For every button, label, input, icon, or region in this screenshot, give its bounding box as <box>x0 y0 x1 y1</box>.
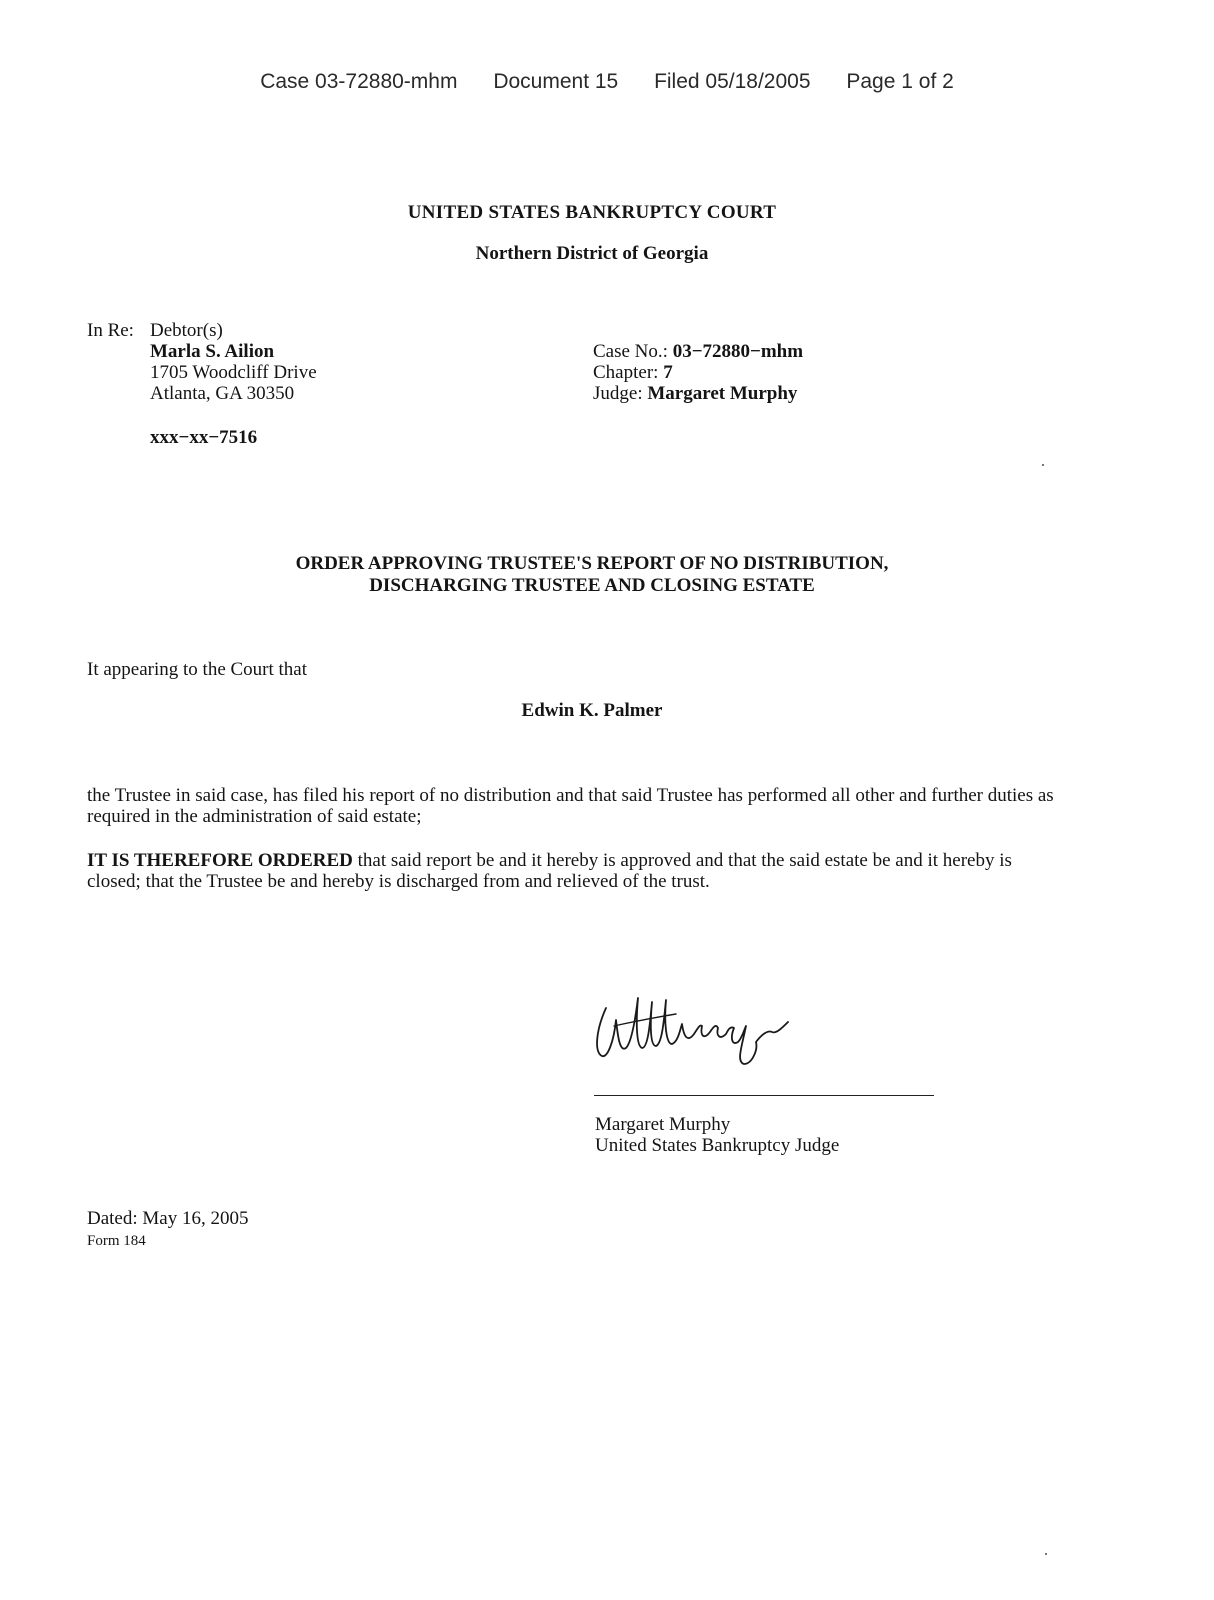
header-case: Case 03-72880-mhm <box>260 70 458 93</box>
dated-line <box>87 1208 248 1229</box>
order-paragraph-1: the Trustee in said case, has filed his report of no distribution and that said Trustee has performed all other and further duties as required in the administration of said estate; <box>87 785 1054 827</box>
case-number-line <box>593 341 803 362</box>
court-title: UNITED STATES BANKRUPTCY COURT <box>407 202 777 223</box>
header-page: Page 1 of 2 <box>846 70 954 93</box>
signature-line <box>594 1095 934 1096</box>
debtor-ssn: xxx−xx−7516 <box>150 427 258 448</box>
debtor-name: Marla S. Ailion <box>150 341 275 362</box>
judge-name: Margaret Murphy <box>647 383 798 404</box>
header-filed: Filed 05/18/2005 <box>654 70 811 93</box>
order-paragraph-2-text: that said report be and it hereby is approved and that the said estate be and it hereby is closed; that the Trustee be and hereby is discharged from and relieved of the trust. <box>87 850 1012 892</box>
case-number-label: Case No.: <box>593 341 668 362</box>
chapter-label: Chapter: <box>593 362 659 383</box>
chapter-number: 7 <box>663 362 673 383</box>
order-title-line2: DISCHARGING TRUSTEE AND CLOSING ESTATE <box>369 575 815 596</box>
signer-name: Margaret Murphy <box>595 1114 731 1135</box>
dated-value: May 16, 2005 <box>142 1208 249 1229</box>
debtor-address-line2: Atlanta, GA 30350 <box>150 383 295 404</box>
filing-header <box>0 70 1214 94</box>
header-document: Document 15 <box>493 70 619 93</box>
scan-speck <box>1045 1553 1047 1555</box>
signer-title: United States Bankruptcy Judge <box>595 1135 840 1156</box>
debtor-label: Debtor(s) <box>150 320 223 341</box>
order-paragraph-2 <box>87 850 1057 892</box>
in-re-label: In Re: <box>87 320 134 341</box>
court-district: Northern District of Georgia <box>475 243 709 264</box>
ordered-phrase: IT IS THEREFORE ORDERED <box>87 850 353 871</box>
chapter-line <box>593 362 673 383</box>
form-number: Form 184 <box>87 1233 146 1249</box>
judge-label: Judge: <box>593 383 643 404</box>
order-intro: It appearing to the Court that <box>87 659 308 680</box>
case-number: 03−72880−mhm <box>672 341 804 362</box>
debtor-address-line1: 1705 Woodcliff Drive <box>150 362 317 383</box>
judge-line <box>593 383 797 404</box>
trustee-name: Edwin K. Palmer <box>521 700 663 721</box>
order-title <box>0 553 1184 597</box>
judge-signature <box>592 990 832 1090</box>
dated-label: Dated: <box>87 1208 138 1229</box>
scan-speck <box>1042 464 1044 466</box>
order-title-line1: ORDER APPROVING TRUSTEE'S REPORT OF NO DISTRIBUTION, <box>295 553 889 574</box>
